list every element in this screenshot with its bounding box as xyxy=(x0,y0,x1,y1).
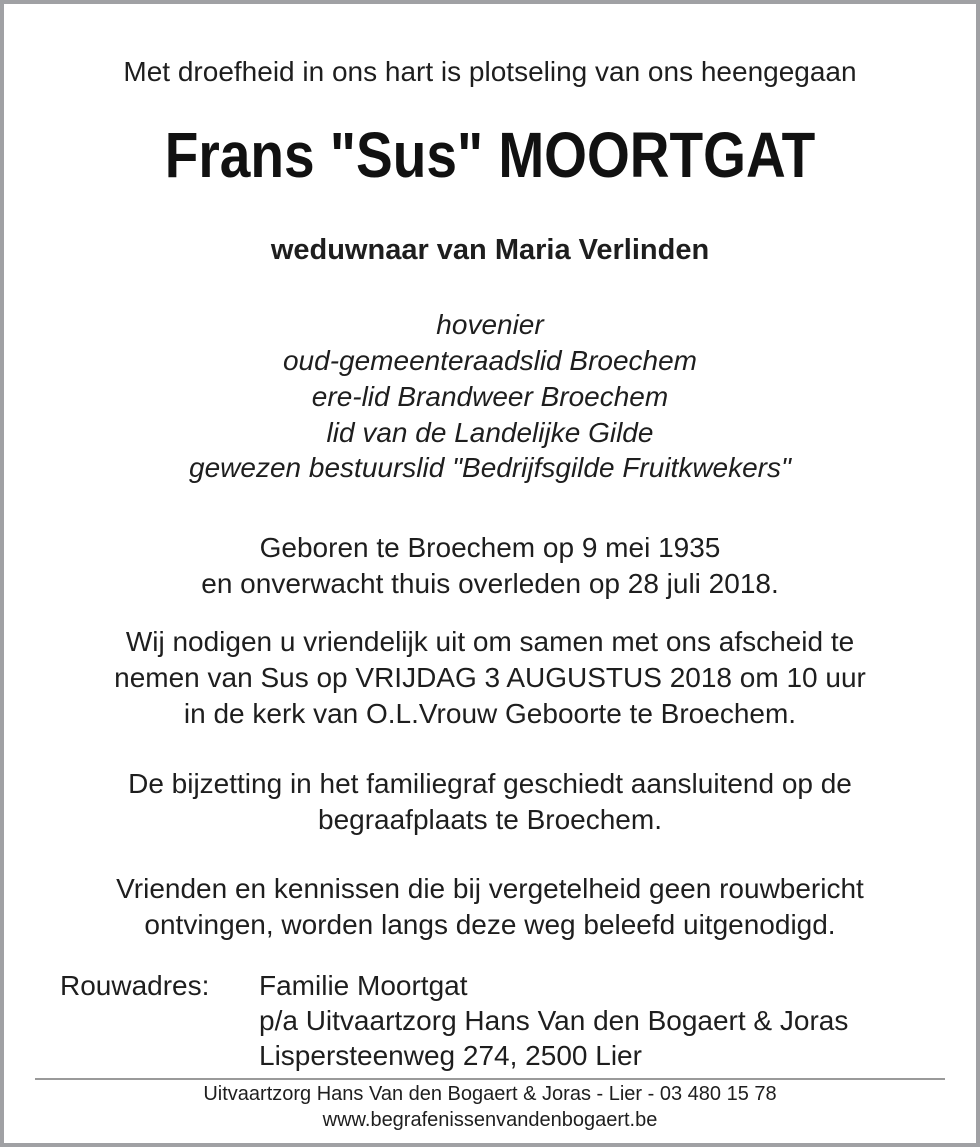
address-label: Rouwadres: xyxy=(60,970,210,1001)
footer-company: Uitvaartzorg Hans Van den Bogaert & Joras - Lier - 03 480 15 78 xyxy=(203,1083,777,1105)
title-line: hovenier xyxy=(436,309,544,340)
title-line: oud-gemeenteraadslid Broechem xyxy=(282,345,698,376)
address-line: Familie Moortgat xyxy=(259,970,468,1001)
footer-website[interactable]: www.begrafenissenvandenbogaert.be xyxy=(322,1109,658,1131)
footer-divider xyxy=(35,1078,945,1080)
title-line: lid van de Landelijke Gilde xyxy=(326,417,654,448)
burial-line: De bijzetting in het familiegraf geschiedt aansluitend op de xyxy=(128,768,852,799)
burial-line: begraafplaats te Broechem. xyxy=(318,804,662,835)
address-line: p/a Uitvaartzorg Hans Van den Bogaert & Joras xyxy=(259,1005,849,1036)
death-line: en onverwacht thuis overleden op 28 juli 2018. xyxy=(201,568,779,599)
invitation-line: in de kerk van O.L.Vrouw Geboorte te Broechem. xyxy=(183,698,797,729)
deceased-name: Frans "Sus" MOORTGAT xyxy=(164,119,816,191)
friends-line: ontvingen, worden langs deze weg beleefd uitgenodigd. xyxy=(144,909,836,940)
intro-text: Met droefheid in ons hart is plotseling van ons heengegaan xyxy=(123,56,857,87)
invitation-line: nemen van Sus op VRIJDAG 3 AUGUSTUS 2018 om 10 uur xyxy=(114,662,866,693)
friends-line: Vrienden en kennissen die bij vergetelheid geen rouwbericht xyxy=(116,873,864,904)
spouse-text: weduwnaar van Maria Verlinden xyxy=(270,234,710,266)
birth-line: Geboren te Broechem op 9 mei 1935 xyxy=(259,532,721,563)
title-line: gewezen bestuurslid "Bedrijfsgilde Fruitkwekers" xyxy=(189,452,791,483)
address-line: Lispersteenweg 274, 2500 Lier xyxy=(259,1040,642,1071)
title-line: ere-lid Brandweer Broechem xyxy=(311,381,669,412)
invitation-line: Wij nodigen u vriendelijk uit om samen met ons afscheid te xyxy=(125,626,855,657)
